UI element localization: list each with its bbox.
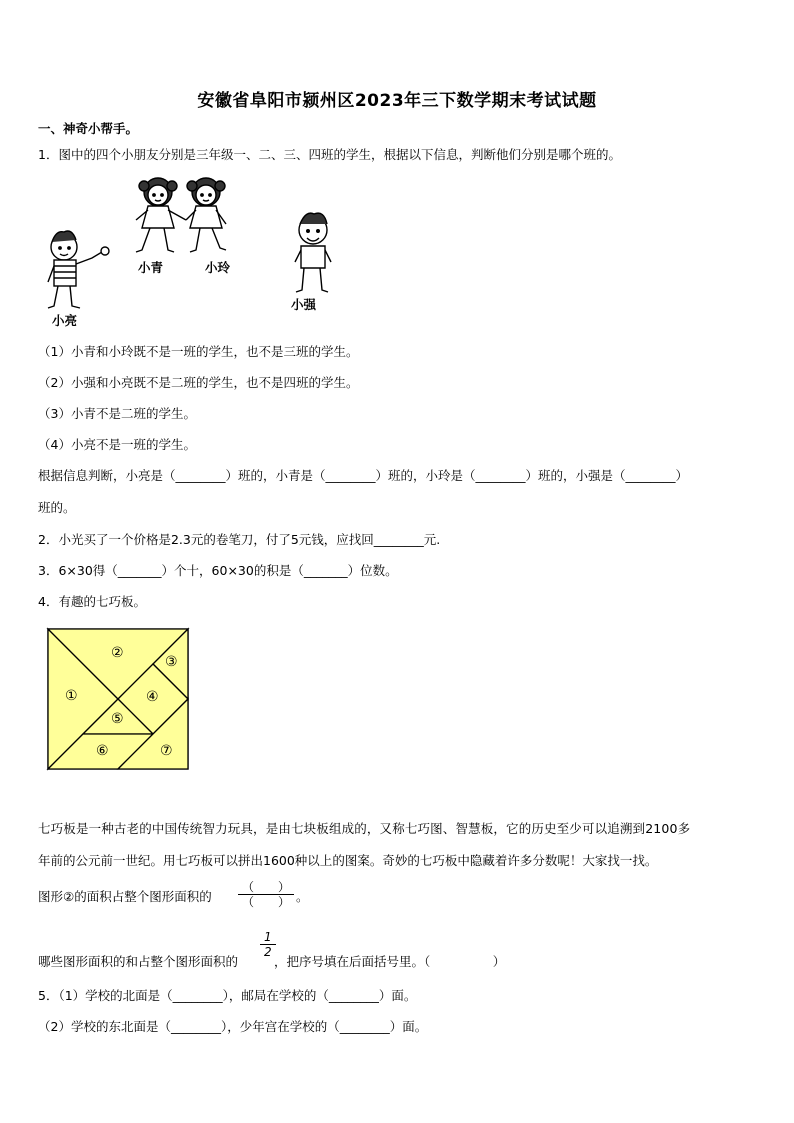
fraction-blank: [238, 880, 294, 909]
q4-area-question: [38, 889, 212, 905]
tangram-label-7: ⑦: [160, 743, 173, 759]
label-xiaoling: 小玲: [205, 260, 231, 275]
half-denominator: 2: [264, 945, 272, 959]
xiaoqiang-figure: [295, 213, 331, 292]
q4-area-prefix: 图形②的面积占整个图形面积的: [38, 889, 212, 904]
label-xiaoqing: 小青: [138, 260, 164, 275]
q1-clue-2: （2）小强和小亮既不是二班的学生，也不是四班的学生。: [38, 375, 359, 390]
tangram-label-1: ①: [65, 688, 78, 704]
q3-text: 3．6×30得（_______）个十，60×30的积是（_______）位数。: [38, 563, 398, 578]
fraction-denominator: （ ）: [242, 895, 291, 909]
q1-stem: 1．图中的四个小朋友分别是三年级一、二、三、四班的学生，根据以下信息，判断他们分别是哪个班的。: [38, 147, 621, 162]
xiaoling-figure: [186, 178, 226, 252]
xiaoqing-figure: [136, 178, 186, 252]
q1-clue-1: （1）小青和小玲既不是一班的学生，也不是三班的学生。: [38, 344, 359, 359]
tangram-label-5: ⑤: [111, 711, 124, 727]
q1-answer-tail: 班的。: [38, 500, 76, 515]
fraction-numerator: （ ）: [238, 880, 294, 895]
q4-paragraph-1: 七巧板是一种古老的中国传统智力玩具，是由七块板组成的，又称七巧图、智慧板，它的历史至少可以追溯到2100多: [38, 821, 691, 836]
q4-paragraph-2: 年前的公元前一世纪。用七巧板可以拼出1600种以上的图案。奇妙的七巧板中隐藏着许多分数呢！大家找一找。: [38, 853, 658, 868]
page-title: 安徽省阜阳市颍州区2023年三下数学期末考试试题: [197, 91, 597, 111]
q4-half-suffix: ，把序号填在后面括号里。（ ）: [274, 954, 506, 969]
tangram-label-4: ④: [146, 689, 159, 705]
q2-text: 2．小光买了一个价格是2.3元的卷笔刀，付了5元钱，应找回________元.: [38, 532, 441, 547]
q1-clue-4: （4）小亮不是一班的学生。: [38, 437, 196, 452]
half-numerator: 1: [260, 930, 276, 945]
q4-stem: 4．有趣的七巧板。: [38, 594, 146, 609]
label-xiaoqiang: 小强: [291, 297, 317, 312]
q4-area-suffix: 。: [296, 889, 309, 904]
tangram-label-2: ②: [111, 645, 124, 661]
q1-answer-line: 根据信息判断，小亮是（________）班的，小青是（________）班的，小玲是（________）班的，小强是（________）: [38, 468, 689, 483]
xiaoliang-figure: [48, 231, 109, 308]
section-heading: 一、神奇小帮手。: [38, 121, 139, 136]
q1-clue-3: （3）小青不是二班的学生。: [38, 406, 196, 421]
q4-half-prefix: 哪些图形面积的和占整个图形面积的: [38, 954, 239, 969]
tangram-label-3: ③: [165, 654, 178, 670]
label-xiaoliang: 小亮: [52, 313, 78, 328]
q5-line-2: （2）学校的东北面是（________），少年宫在学校的（________）面。: [38, 1019, 428, 1034]
q5-line-1: 5．（1）学校的北面是（________），邮局在学校的（________）面。: [38, 988, 417, 1003]
tangram-label-6: ⑥: [96, 743, 109, 759]
